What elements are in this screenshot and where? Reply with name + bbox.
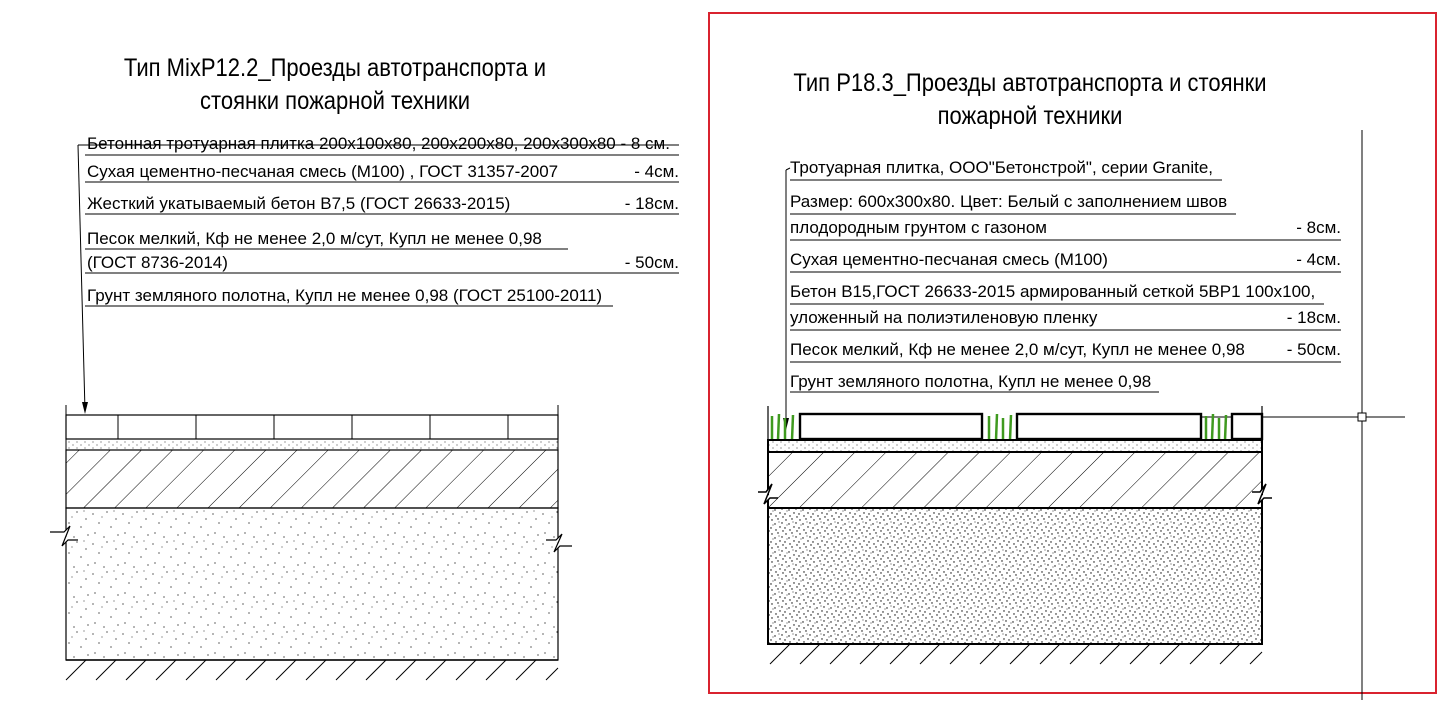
right-layer-text: плодородным грунтом с газоном [790,218,1047,237]
right-layer-text: Сухая цементно-песчаная смесь (М100) [790,250,1108,269]
left-layer-thickness: - 18см. [624,194,679,213]
left-title-line1: Тип MixP12.2_Проезды автотранспорта и [123,54,547,82]
right-layer-text: Тротуарная плитка, ООО"Бетонстрой", серии Granite, [790,158,1214,177]
left-layer-text: Песок мелкий, Кф не менее 2,0 м/сут, Купл не менее 0,98 [87,229,542,248]
right-tile [800,414,982,439]
left-layer-text: Жесткий укатываемый бетон В7,5 (ГОСТ 26633-2015) [87,194,511,213]
right-tile [1232,414,1262,439]
right-tile [1017,414,1201,439]
left-leader-line [78,145,85,411]
right-layer-thickness: - 18см. [1286,308,1341,327]
right-layer-text: Грунт земляного полотна, Купл не менее 0,98 [790,372,1152,391]
right-layer-thickness: - 8см. [1296,218,1341,237]
right-title-line2: пожарной техники [937,102,1123,130]
right-layer-thickness: - 50см. [1286,340,1341,359]
left-layer-text: (ГОСТ 8736-2014) [87,253,228,272]
right-layer-text: Бетон В15,ГОСТ 26633-2015 армированный сеткой 5ВР1 100х100, [790,282,1316,301]
left-tile-layer [66,415,558,439]
left-layer-text: Бетонная тротуарная плитка 200х100х80, 200х200х80, 200х300х80 - 8 см. [87,134,670,153]
left-layer-text: Грунт земляного полотна, Купл не менее 0,98 (ГОСТ 25100-2011) [87,286,603,305]
left-concrete-layer [66,450,558,508]
right-layer-text: Размер: 600х300х80. Цвет: Белый с заполнением швов [790,192,1228,211]
left-layer-thickness: - 50см. [624,253,679,272]
right-sand-layer [768,508,1262,644]
left-subgrade-hatch [66,660,558,680]
left-leader-arrowhead [82,402,88,414]
right-mix-layer [768,440,1262,452]
right-layer-text: Песок мелкий, Кф не менее 2,0 м/сут, Купл не менее 0,98 [790,340,1245,359]
left-sand-layer [66,508,558,660]
left-section [50,145,679,680]
right-section [758,168,1341,664]
right-subgrade-hatch [770,644,1262,664]
left-title-line2: стоянки пожарной техники [200,87,470,115]
crosshair-grip [1358,413,1366,421]
right-title-line1: Тип P18.3_Проезды автотранспорта и стоянки [793,69,1267,97]
right-layer-thickness: - 4см. [1296,250,1341,269]
right-concrete-layer [768,452,1262,508]
left-layer-thickness: - 4см. [634,162,679,181]
left-mix-layer [66,439,558,450]
right-layer-text: уложенный на полиэтиленовую пленку [790,308,1098,327]
left-layer-text: Сухая цементно-песчаная смесь (М100) , ГОСТ 31357-2007 [87,162,559,181]
